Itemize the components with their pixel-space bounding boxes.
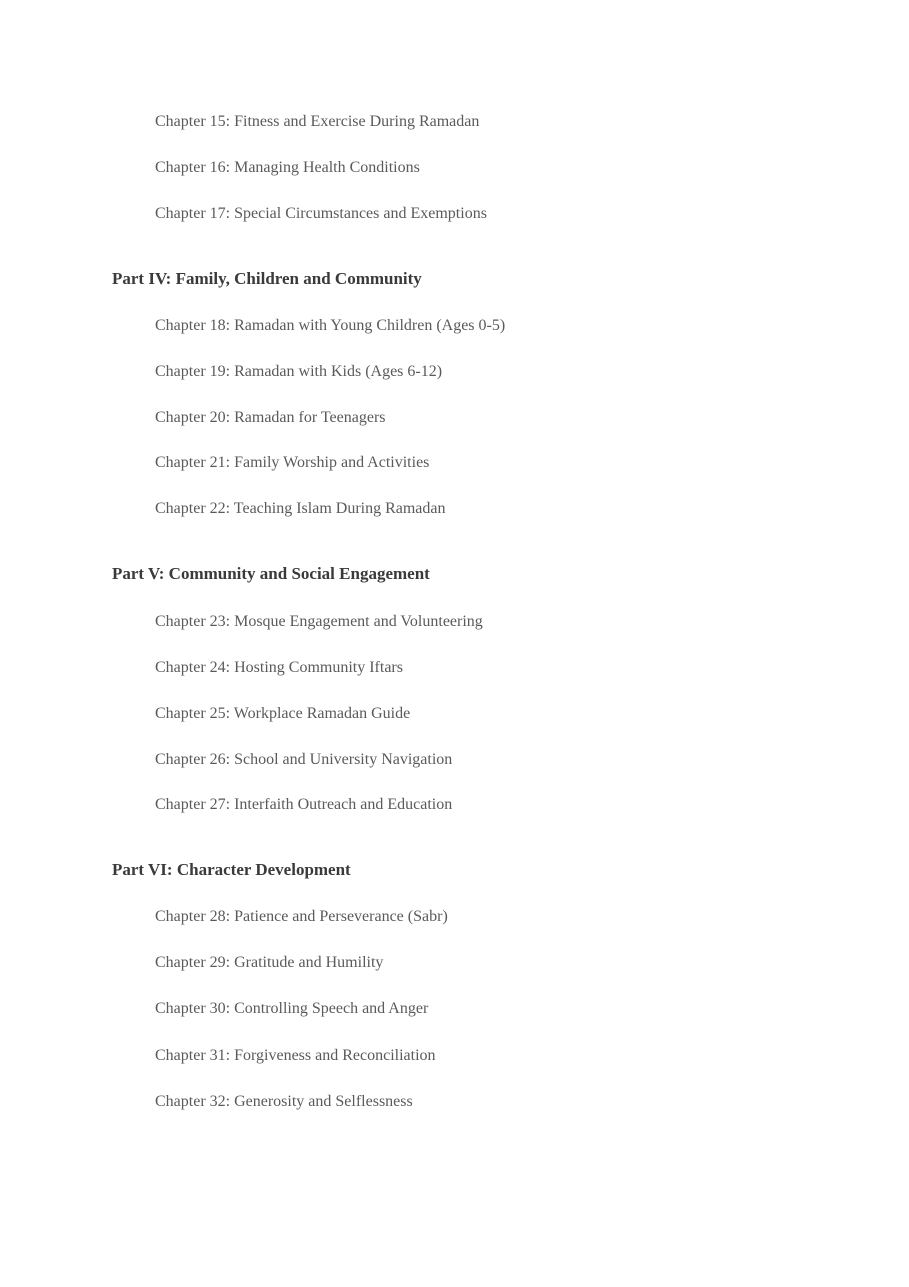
toc-chapter-25[interactable]: Chapter 25: Workplace Ramadan Guide [155,705,411,722]
toc-chapter-28[interactable]: Chapter 28: Patience and Perseverance (Sabr) [155,908,448,925]
toc-part-5-heading[interactable]: Part V: Community and Social Engagement [112,564,430,583]
toc-chapter-30[interactable]: Chapter 30: Controlling Speech and Anger [155,1000,429,1017]
toc-chapter-24[interactable]: Chapter 24: Hosting Community Iftars [155,659,403,676]
toc-chapter-22[interactable]: Chapter 22: Teaching Islam During Ramadan [155,500,446,517]
toc-chapter-26[interactable]: Chapter 26: School and University Navigation [155,751,453,768]
toc-chapter-16[interactable]: Chapter 16: Managing Health Conditions [155,159,420,176]
toc-part-6-heading[interactable]: Part VI: Character Development [112,860,351,879]
toc-chapter-20[interactable]: Chapter 20: Ramadan for Teenagers [155,409,386,426]
toc-chapter-32[interactable]: Chapter 32: Generosity and Selflessness [155,1093,413,1110]
toc-chapter-23[interactable]: Chapter 23: Mosque Engagement and Volunteering [155,613,483,630]
toc-chapter-18[interactable]: Chapter 18: Ramadan with Young Children (Ages 0-5) [155,317,506,334]
toc-chapter-29[interactable]: Chapter 29: Gratitude and Humility [155,954,384,971]
toc-chapter-19[interactable]: Chapter 19: Ramadan with Kids (Ages 6-12) [155,363,443,380]
toc-chapter-21[interactable]: Chapter 21: Family Worship and Activities [155,454,430,471]
toc-part-4-heading[interactable]: Part IV: Family, Children and Community [112,269,422,288]
toc-chapter-27[interactable]: Chapter 27: Interfaith Outreach and Education [155,796,453,813]
toc-chapter-15[interactable]: Chapter 15: Fitness and Exercise During Ramadan [155,113,480,130]
toc-chapter-31[interactable]: Chapter 31: Forgiveness and Reconciliation [155,1047,436,1064]
toc-chapter-17[interactable]: Chapter 17: Special Circumstances and Exemptions [155,205,487,222]
